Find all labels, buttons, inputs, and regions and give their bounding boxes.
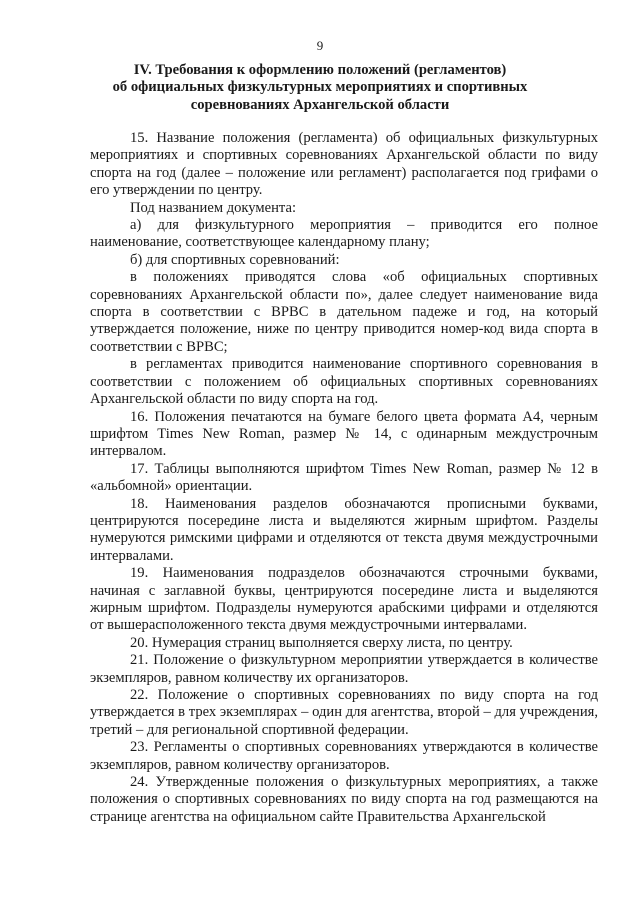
section-heading bbox=[90, 62, 550, 114]
paragraph: 15. Название положения (регламента) об официальных физкультурных мероприятиях и спортивных соревнованиях Архангельской области по виду спорта на год (далее – положение или регламент) располагается под грифами о его утверждении по центру. bbox=[90, 130, 598, 199]
paragraph: 16. Положения печатаются на бумаге белого цвета формата А4, черным шрифтом Times New Roman, размер № 14, с одинарным междустрочным интервалом. bbox=[90, 408, 598, 460]
paragraph: в регламентах приводится наименование спортивного соревнования в соответствии с положением об официальных спортивных соревнованиях Архангельской области по виду спорта на год. bbox=[90, 356, 598, 408]
paragraph: а) для физкультурного мероприятия – приводится его полное наименование, соответствующее календарному плану; bbox=[90, 217, 598, 251]
paragraph: 19. Наименования подразделов обозначаются строчными буквами, начиная с заглавной буквы, центрируются посередине листа и выделяются жирным шрифтом. Подразделы нумеруются арабскими цифрами и отделяются от вышерасположенного текста двумя междустрочными интервалами. bbox=[90, 565, 598, 634]
section-heading-line: IV. Требования к оформлению положений (регламентов) bbox=[133, 62, 507, 78]
paragraph: 24. Утвержденные положения о физкультурных мероприятиях, а также положения о спортивных соревнованиях по виду спорта на год размещаются на странице агентства на официальном сайте Правительства Архангельской bbox=[90, 774, 598, 825]
paragraph: Под названием документа: bbox=[130, 199, 297, 216]
paragraph: 21. Положение о физкультурном мероприятии утверждается в количестве экземпляров, равном количеству их организаторов. bbox=[90, 652, 598, 686]
document-body bbox=[90, 130, 598, 826]
paragraph: 22. Положение о спортивных соревнованиях по виду спорта на год утверждается в трех экземплярах – один для агентства, второй – для учреждения, третий – для региональной спортивной федерации. bbox=[90, 687, 598, 738]
section-heading-line: об официальных физкультурных мероприятиях и спортивных bbox=[112, 79, 528, 96]
page-number: 9 bbox=[316, 38, 324, 53]
paragraph: 20. Нумерация страниц выполняется сверху листа, по центру. bbox=[130, 634, 513, 651]
paragraph: 17. Таблицы выполняются шрифтом Times New Roman, размер № 12 в «альбомной» ориентации. bbox=[90, 460, 598, 495]
paragraph: в положениях приводятся слова «об официальных спортивных соревнованиях Архангельской области по», далее следует наименование вида спорта в соответствии с ВРВС в дательном падеже и год, на который утверждается положение, ниже по центру приводится номер-код вида спорта в соответствии с ВРВС; bbox=[90, 269, 598, 355]
section-heading-line: соревнованиях Архангельской области bbox=[190, 96, 450, 113]
paragraph: 18. Наименования разделов обозначаются прописными буквами, центрируются посередине листа и выделяются жирным шрифтом. Разделы нумеруются римскими цифрами и отделяются от текста двумя междустрочными интервалами. bbox=[90, 495, 598, 564]
paragraph: б) для спортивных соревнований: bbox=[130, 251, 340, 268]
paragraph: 23. Регламенты о спортивных соревнованиях утверждаются в количестве экземпляров, равном количеству организаторов. bbox=[90, 739, 598, 773]
